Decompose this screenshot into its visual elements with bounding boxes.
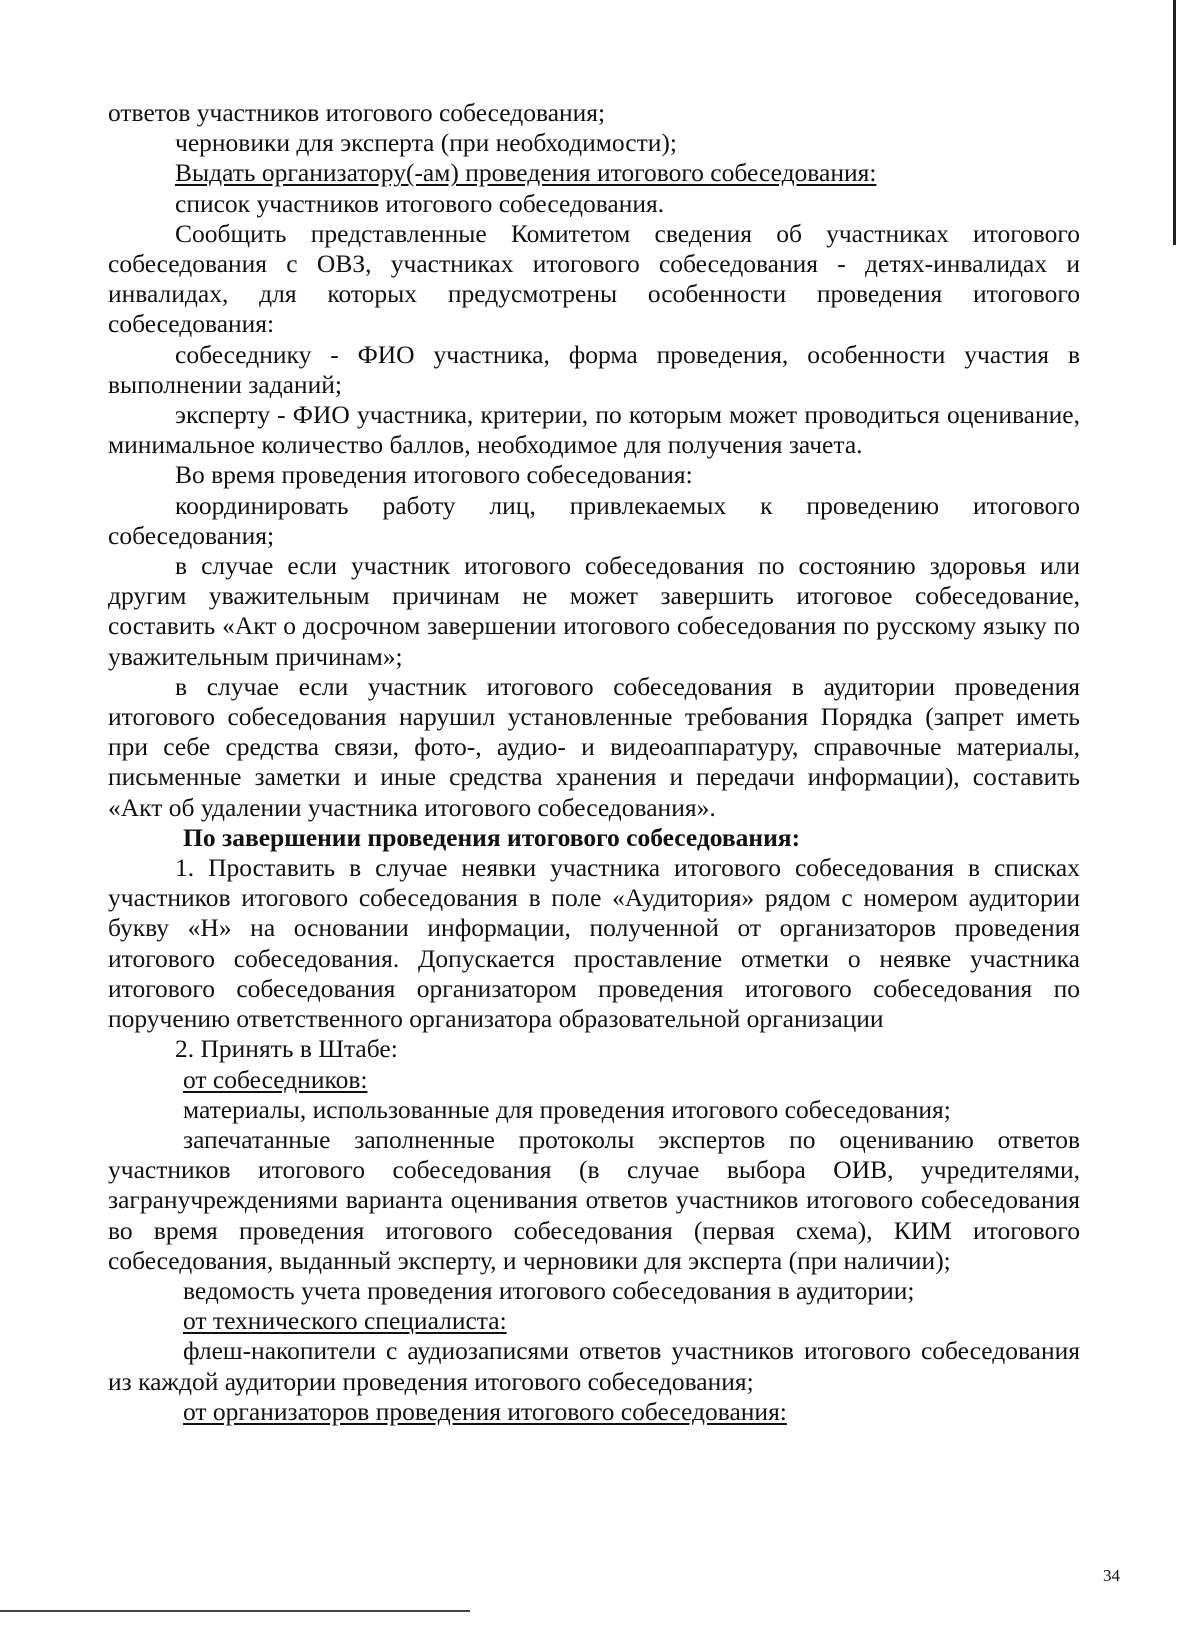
underlined-text: от организаторов проведения итогового собеседования: bbox=[183, 1396, 787, 1426]
paragraph-heading-underlined bbox=[108, 1065, 1080, 1095]
document-body bbox=[108, 98, 1080, 1427]
paragraph: флеш-накопители с аудиозаписями ответов участников итогового собеседования из каждой аудитории проведения итогового собеседования; bbox=[108, 1336, 1080, 1396]
page-number: 34 bbox=[1103, 1566, 1120, 1585]
underlined-text: Выдать организатору(-ам) проведения итогового собеседования: bbox=[175, 158, 877, 188]
paragraph: в случае если участник итогового собеседования по состоянию здоровья или другим уважительным причинам не может завершить итоговое собеседование, составить «Акт о досрочном завершении итогового собеседования по русскому языку по уважительным причинам»; bbox=[108, 551, 1080, 671]
underlined-text: от собеседников: bbox=[183, 1064, 368, 1094]
paragraph: собеседнику - ФИО участника, форма проведения, особенности участия в выполнении заданий; bbox=[108, 339, 1080, 399]
numbered-paragraph: 2. Принять в Штабе: bbox=[175, 1034, 398, 1064]
paragraph: в случае если участник итогового собеседования в аудитории проведения итогового собеседования нарушил установленные требования Порядка (запрет иметь при себе средства связи, фото-, аудио- и видеоаппаратуру, справочные материалы, письменные заметки и иные средства хранения и передачи информации), составить «Акт об удалении участника итогового собеседования». bbox=[108, 671, 1080, 822]
paragraph: Сообщить представленные Комитетом сведения об участниках итогового собеседования с ОВЗ, участниках итогового собеседования - детях-инвалидах и инвалидах, для которых предусмотрены особенности проведения итогового собеседования: bbox=[108, 218, 1080, 339]
paragraph: черновики для эксперта (при необходимости); bbox=[175, 128, 677, 158]
paragraph: ответов участников итогового собеседования; bbox=[108, 98, 606, 127]
paragraph-heading-underlined bbox=[108, 158, 1080, 188]
paragraph: материалы, использованные для проведения итогового собеседования; bbox=[183, 1094, 951, 1124]
paragraph-heading-underlined bbox=[108, 1397, 1080, 1427]
numbered-paragraph: 1. Проставить в случае неявки участника итогового собеседования в списках участников итогового собеседования в поле «Аудитория» рядом с номером аудитории букву «Н» на основании информации, полученной от организаторов проведения итогового собеседования. Допускается проставление отметки о неявке участника итогового собеседования организатором проведения итогового собеседования по поручению ответственного организатора образовательной организации bbox=[108, 853, 1080, 1034]
paragraph: запечатанные заполненные протоколы экспертов по оцениванию ответов участников итогового собеседования (в случае выбора ОИВ, учредителями, загранучреждениями варианта оценивания ответов участников итогового собеседования во время проведения итогового собеседования (первая схема), КИМ итогового собеседования, выданный эксперту, и черновики для эксперта (при наличии); bbox=[108, 1124, 1080, 1275]
scan-bottom-line bbox=[0, 1610, 470, 1612]
paragraph-heading-underlined bbox=[108, 1306, 1080, 1336]
section-heading-bold: По завершении проведения итогового собеседования: bbox=[183, 822, 801, 852]
scan-edge-line bbox=[1173, 0, 1176, 245]
paragraph: Во время проведения итогового собеседования: bbox=[175, 460, 693, 490]
underlined-text: от технического специалиста: bbox=[183, 1306, 507, 1336]
paragraph: ведомость учета проведения итогового собеседования в аудитории; bbox=[183, 1275, 915, 1305]
paragraph: координировать работу лиц, привлекаемых к проведению итогового собеседования; bbox=[108, 490, 1080, 550]
paragraph: список участников итогового собеседования. bbox=[175, 188, 665, 218]
paragraph: эксперту - ФИО участника, критерии, по которым может проводиться оценивание, минимальное количество баллов, необходимое для получения зачета. bbox=[108, 400, 1080, 460]
